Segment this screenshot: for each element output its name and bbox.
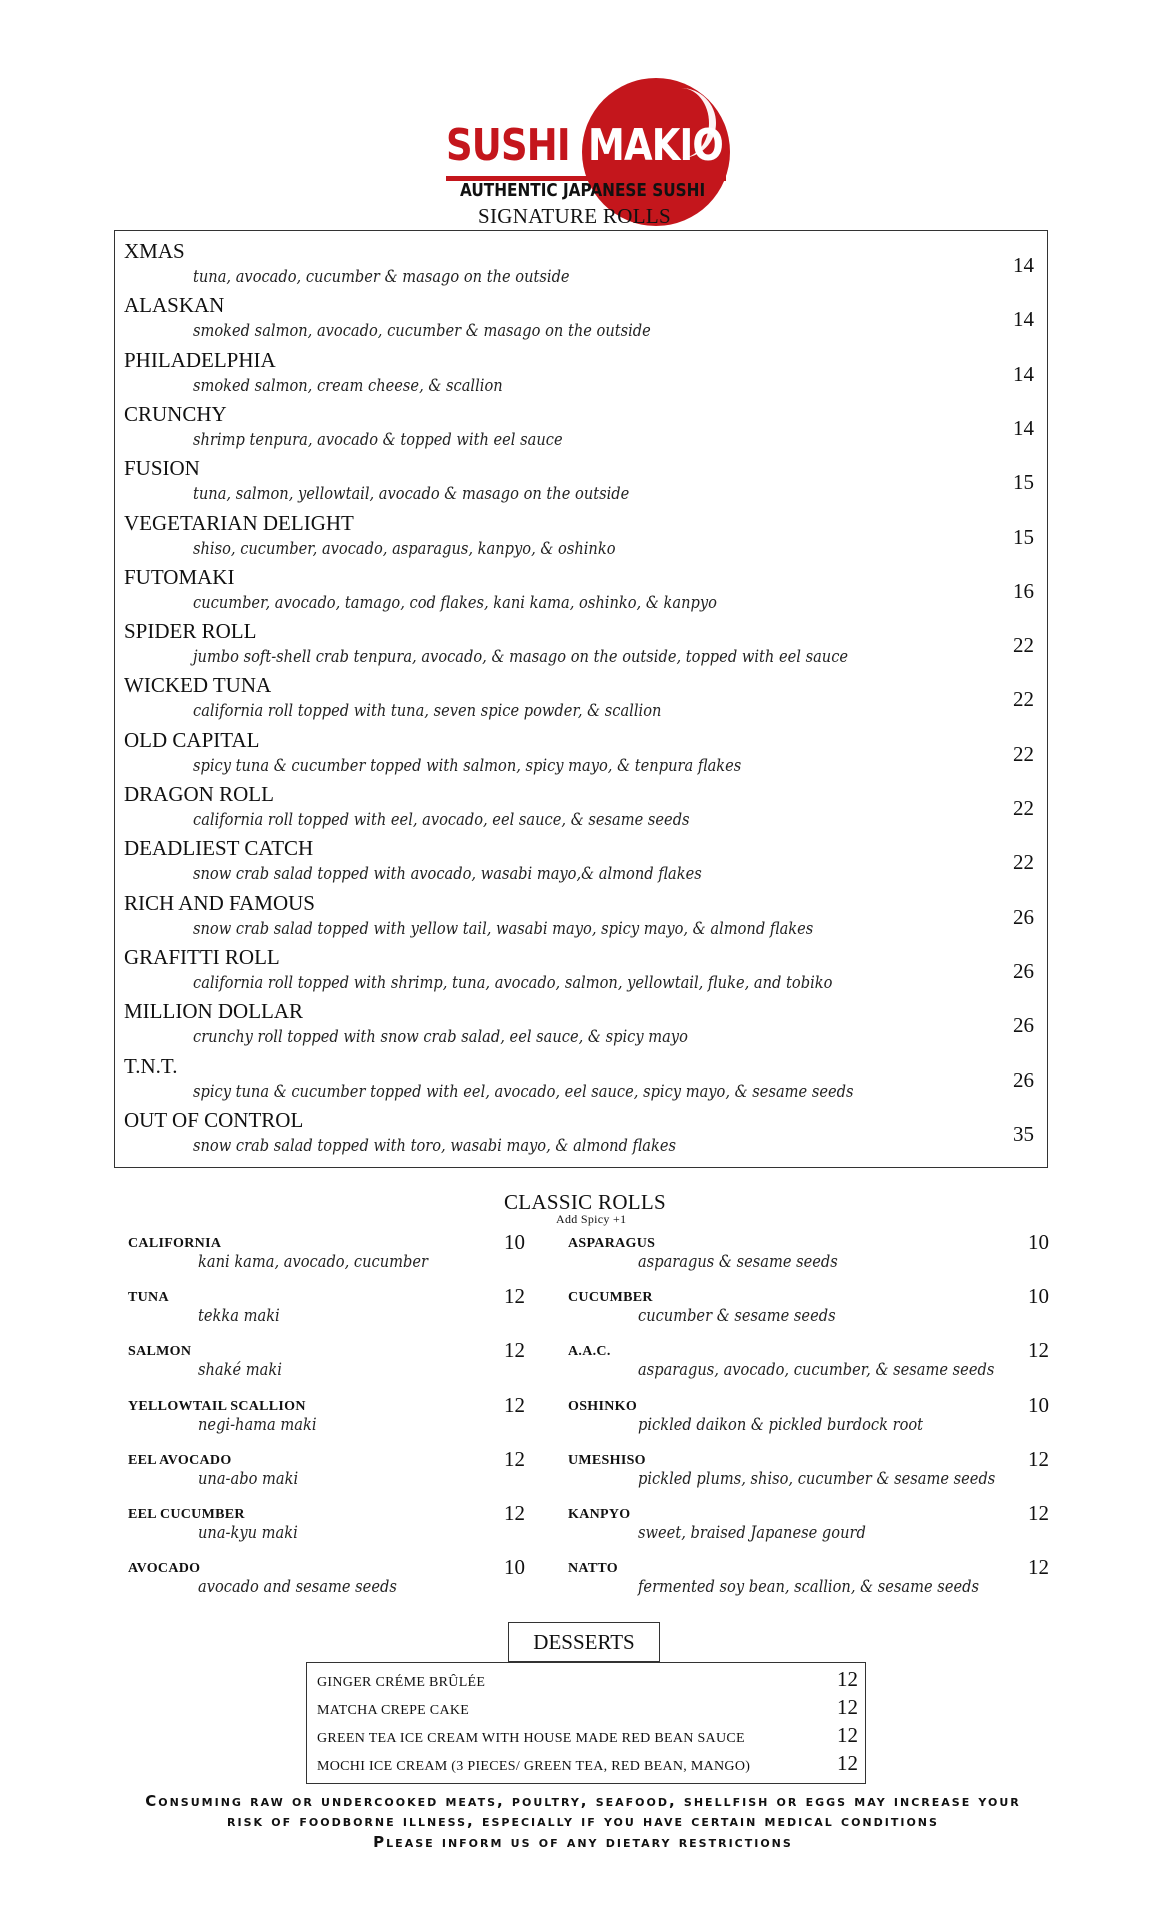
dessert-name: MATCHA CREPE CAKE [317, 1703, 470, 1718]
dessert-item [317, 1723, 857, 1751]
item-price: 10 [1028, 1230, 1049, 1254]
item-name: OLD CAPITAL [124, 727, 260, 752]
dessert-price: 12 [837, 1667, 858, 1691]
item-price: 12 [1028, 1501, 1049, 1525]
menu-item [568, 1501, 1058, 1555]
menu-item [115, 999, 1047, 1053]
classic-rolls-title: CLASSIC ROLLS [504, 1190, 667, 1214]
item-description: tuna, salmon, yellowtail, avocado & masago on the outside [193, 484, 630, 505]
item-name: VEGETARIAN DELIGHT [124, 510, 354, 535]
item-price: 15 [1013, 470, 1034, 495]
item-description: shrimp tenpura, avocado & topped with eel sauce [193, 429, 563, 450]
item-price: 22 [1013, 741, 1034, 766]
item-name: EEL AVOCADO [128, 1452, 232, 1468]
dessert-price: 12 [837, 1695, 858, 1719]
menu-item [115, 456, 1047, 510]
signature-rolls-box [114, 230, 1048, 1168]
menu-item [568, 1447, 1058, 1501]
item-description: una-kyu maki [198, 1523, 298, 1543]
item-name: GRAFITTI ROLL [124, 944, 280, 969]
item-price: 12 [504, 1446, 525, 1471]
item-name: TUNA [128, 1290, 169, 1306]
item-description: tekka maki [198, 1306, 280, 1327]
item-description: una-abo maki [198, 1468, 299, 1489]
item-price: 14 [1013, 307, 1034, 332]
menu-item [115, 673, 1047, 727]
logo-word-makio: MAKIO [588, 120, 724, 171]
item-description: spicy tuna & cucumber topped with eel, avocado, eel sauce, spicy mayo, & sesame seeds [193, 1081, 854, 1102]
item-price: 10 [1028, 1392, 1049, 1417]
logo-tagline: AUTHENTIC JAPANESE SUSHI [460, 180, 706, 201]
item-description: kani kama, avocado, cucumber [198, 1252, 428, 1272]
item-price: 22 [1013, 687, 1034, 712]
dessert-item [317, 1695, 857, 1723]
signature-rolls-title: SIGNATURE ROLLS [478, 204, 671, 228]
item-price: 12 [504, 1501, 525, 1525]
food-safety-warning-line1: Consuming raw or undercooked meats, poultry, seafood, shellfish or eggs may increase your [145, 1792, 1021, 1810]
item-price: 12 [1028, 1446, 1049, 1471]
item-price: 35 [1013, 1121, 1034, 1146]
menu-item [115, 836, 1047, 890]
sushi-makio-logo [440, 70, 740, 220]
menu-item [115, 728, 1047, 782]
dietary-restrictions-note: Please inform us of any dietary restrictions [373, 1833, 793, 1851]
item-price: 14 [1013, 415, 1034, 440]
item-price: 10 [504, 1230, 525, 1254]
item-name: SPIDER ROLL [124, 619, 257, 644]
item-price: 12 [1028, 1555, 1049, 1580]
menu-item [128, 1230, 534, 1284]
item-name: FUSION [124, 456, 200, 481]
item-price: 14 [1013, 361, 1034, 386]
item-name: SALMON [128, 1344, 192, 1360]
item-name: MILLION DOLLAR [124, 999, 304, 1024]
item-description: shaké maki [198, 1360, 282, 1381]
item-name: PHILADELPHIA [124, 347, 276, 372]
item-description: smoked salmon, avocado, cucumber & masago on the outside [193, 321, 651, 342]
menu-item [115, 1108, 1047, 1162]
menu-item [115, 239, 1047, 293]
item-description: california roll topped with shrimp, tuna, avocado, salmon, yellowtail, fluke, and tobiko [193, 972, 833, 993]
item-description: crunchy roll topped with snow crab salad, eel sauce, & spicy mayo [193, 1027, 688, 1048]
dessert-price: 12 [837, 1751, 858, 1775]
item-description: jumbo soft-shell crab tenpura, avocado, & masago on the outside, topped with eel sauce [193, 647, 849, 668]
item-price: 26 [1013, 1013, 1034, 1038]
item-description: asparagus, avocado, cucumber, & sesame seeds [638, 1360, 995, 1381]
item-description: tuna, avocado, cucumber & masago on the outside [193, 267, 570, 287]
item-price: 14 [1013, 253, 1034, 277]
item-name: CRUNCHY [124, 401, 227, 426]
menu-item [568, 1555, 1058, 1609]
menu-item [115, 293, 1047, 347]
item-name: AVOCADO [128, 1561, 201, 1577]
dessert-name: GREEN TEA ICE CREAM WITH HOUSE MADE RED BEAN SAUCE [317, 1731, 745, 1746]
menu-item [128, 1338, 534, 1392]
menu-item [115, 619, 1047, 673]
food-safety-warning-line2: risk of foodborne illness, especially if you have certain medical conditions [227, 1812, 939, 1830]
item-name: DRAGON ROLL [124, 782, 274, 806]
menu-item [115, 402, 1047, 456]
menu-item [115, 891, 1047, 945]
item-name: DEADLIEST CATCH [124, 836, 314, 861]
item-description: california roll topped with tuna, seven spice powder, & scallion [193, 701, 662, 722]
item-name: NATTO [568, 1561, 618, 1577]
item-price: 15 [1013, 524, 1034, 549]
item-price: 10 [1028, 1284, 1049, 1309]
item-name: OSHINKO [568, 1398, 638, 1414]
menu-item [115, 348, 1047, 402]
dessert-name: MOCHI ICE CREAM (3 PIECES/ GREEN TEA, RED BEAN, MANGO) [317, 1759, 751, 1774]
menu-item [568, 1393, 1058, 1447]
item-name: WICKED TUNA [124, 673, 272, 698]
item-description: snow crab salad topped with yellow tail, wasabi mayo, spicy mayo, & almond flakes [193, 918, 814, 939]
dessert-item [317, 1751, 857, 1779]
menu-item [568, 1284, 1058, 1338]
item-description: snow crab salad topped with toro, wasabi mayo, & almond flakes [193, 1135, 677, 1156]
menu-item [115, 511, 1047, 565]
item-name: CALIFORNIA [128, 1236, 222, 1251]
item-name: A.A.C. [568, 1344, 611, 1360]
item-name: XMAS [124, 239, 185, 263]
item-name: ASPARAGUS [568, 1236, 656, 1251]
item-description: pickled plums, shiso, cucumber & sesame seeds [638, 1468, 996, 1489]
item-price: 10 [504, 1555, 525, 1580]
item-description: cucumber & sesame seeds [638, 1306, 836, 1327]
menu-item [128, 1501, 534, 1555]
item-price: 22 [1013, 633, 1034, 658]
dessert-name: GINGER CRÉME BRÛLÉE [317, 1675, 486, 1690]
desserts-title: DESSERTS [508, 1622, 660, 1662]
item-name: OUT OF CONTROL [124, 1107, 304, 1132]
item-price: 22 [1013, 796, 1034, 820]
item-description: pickled daikon & pickled burdock root [638, 1414, 924, 1435]
menu-item [115, 782, 1047, 836]
menu-item [115, 945, 1047, 999]
item-price: 12 [504, 1284, 525, 1309]
add-spicy-note: Add Spicy +1 [556, 1212, 627, 1226]
item-price: 12 [1028, 1338, 1049, 1363]
item-price: 26 [1013, 904, 1034, 929]
item-price: 12 [504, 1338, 525, 1363]
item-description: spicy tuna & cucumber topped with salmon, spicy mayo, & tenpura flakes [193, 755, 742, 776]
desserts-box [306, 1662, 866, 1784]
dessert-price: 12 [837, 1723, 858, 1747]
item-price: 26 [1013, 1067, 1034, 1092]
menu-item [128, 1447, 534, 1501]
item-description: sweet, braised Japanese gourd [638, 1523, 866, 1543]
item-description: fermented soy bean, scallion, & sesame seeds [638, 1577, 979, 1598]
item-description: snow crab salad topped with avocado, wasabi mayo,& almond flakes [193, 864, 702, 885]
item-price: 12 [504, 1392, 525, 1417]
item-name: RICH AND FAMOUS [124, 890, 315, 915]
menu-item [568, 1230, 1058, 1284]
item-price: 16 [1013, 578, 1034, 603]
item-name: ALASKAN [124, 293, 225, 318]
item-description: shiso, cucumber, avocado, asparagus, kanpyo, & oshinko [193, 538, 616, 559]
item-description: california roll topped with eel, avocado, eel sauce, & sesame seeds [193, 810, 690, 830]
item-price: 22 [1013, 850, 1034, 875]
menu-item [128, 1393, 534, 1447]
item-description: avocado and sesame seeds [198, 1577, 397, 1598]
menu-item [115, 1054, 1047, 1108]
item-name: KANPYO [568, 1507, 631, 1522]
item-name: T.N.T. [124, 1053, 178, 1078]
item-name: YELLOWTAIL SCALLION [128, 1398, 306, 1414]
item-name: UMESHISO [568, 1452, 646, 1468]
item-name: EEL CUCUMBER [128, 1507, 245, 1522]
item-description: asparagus & sesame seeds [638, 1252, 838, 1272]
dessert-item [317, 1667, 857, 1695]
menu-item [115, 565, 1047, 619]
menu-item [128, 1284, 534, 1338]
item-description: smoked salmon, cream cheese, & scallion [193, 375, 503, 396]
item-name: CUCUMBER [568, 1290, 653, 1306]
item-description: negi-hama maki [198, 1414, 317, 1435]
item-price: 26 [1013, 958, 1034, 983]
logo-word-sushi: SUSHI [446, 120, 570, 171]
menu-item [128, 1555, 534, 1609]
item-description: cucumber, avocado, tamago, cod flakes, kani kama, oshinko, & kanpyo [193, 592, 717, 613]
item-name: FUTOMAKI [124, 564, 235, 589]
menu-item [568, 1338, 1058, 1392]
